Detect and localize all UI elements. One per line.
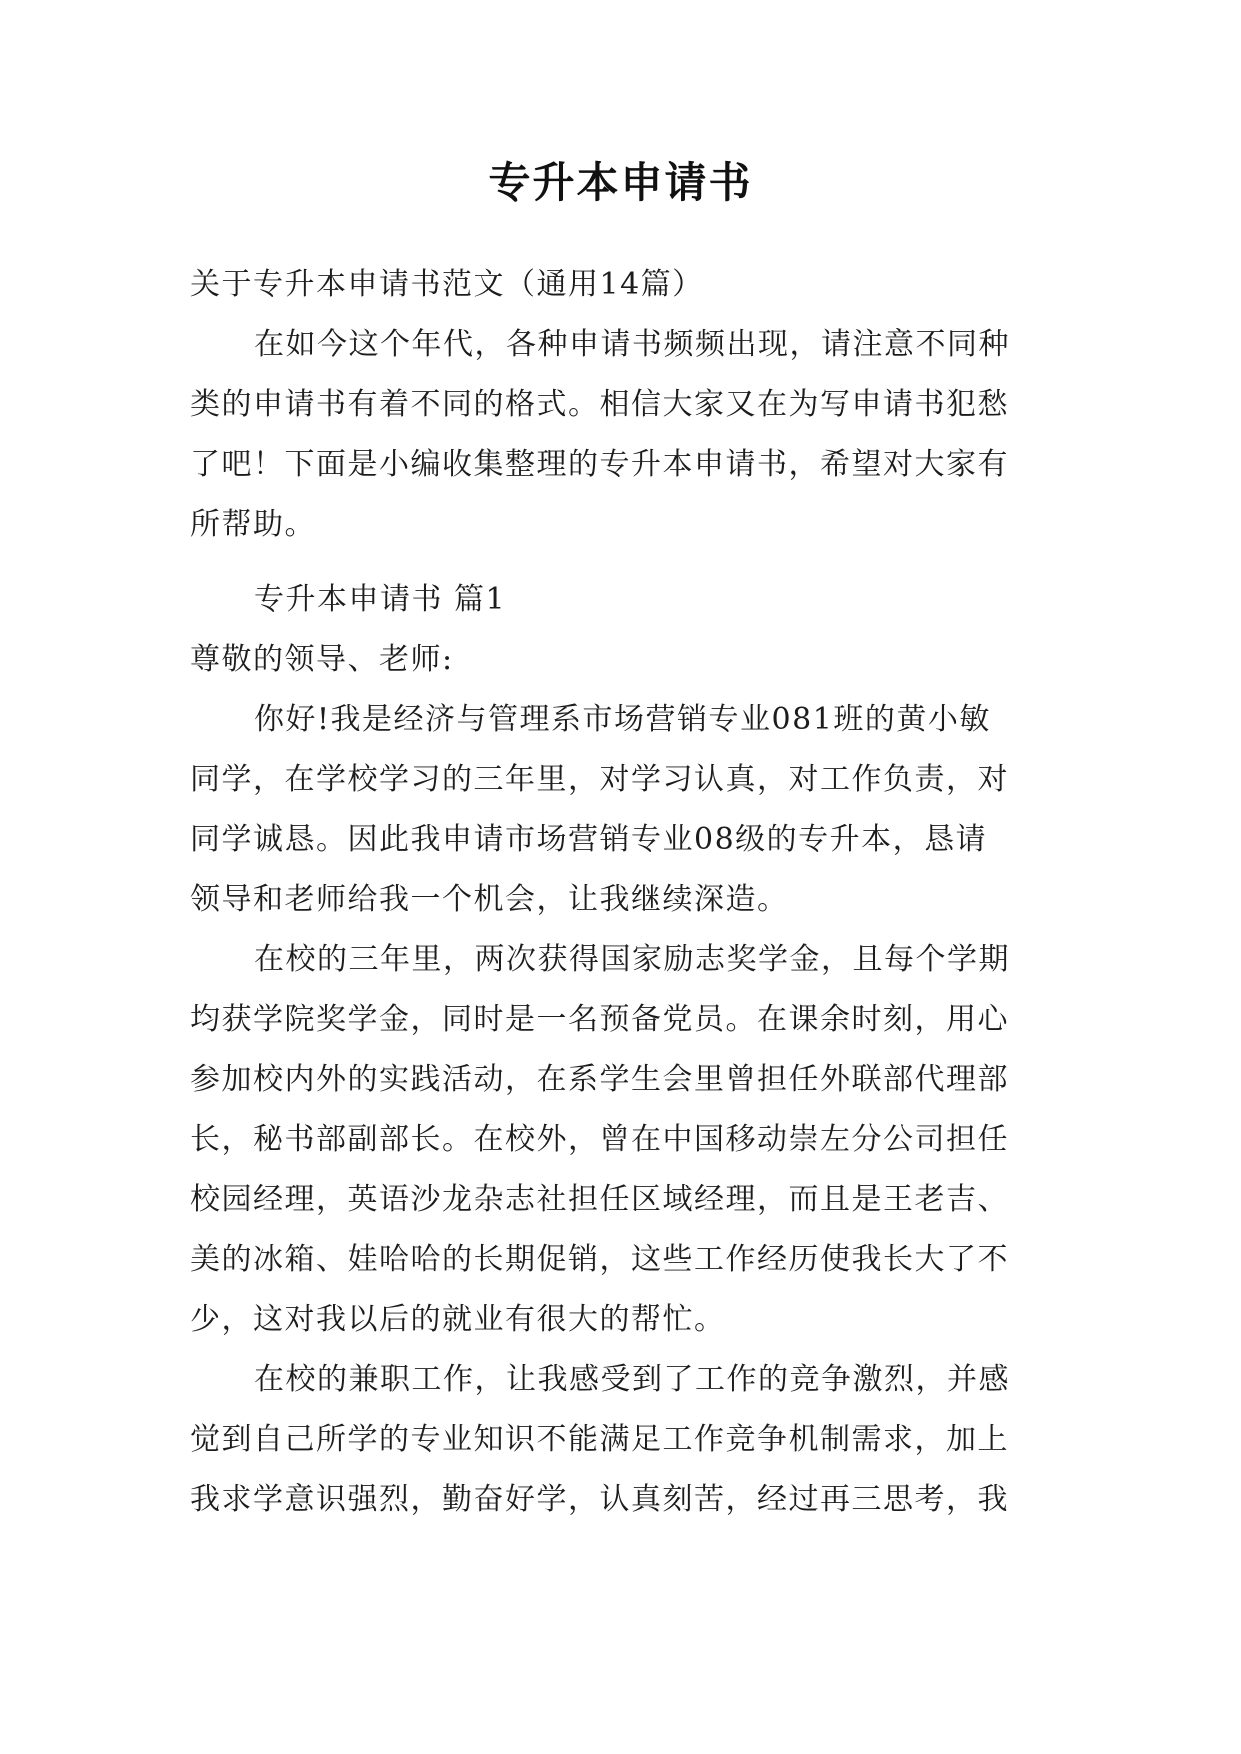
- intro-line: 在如今这个年代，各种申请书频频出现，请注意不同种: [254, 327, 1010, 362]
- intro-line: 所帮助。: [190, 507, 316, 542]
- paragraph-line: 美的冰箱、娃哈哈的长期促销，这些工作经历使我长大了不: [190, 1242, 1009, 1277]
- intro-line: 类的申请书有着不同的格式。相信大家又在为写申请书犯愁: [190, 387, 1009, 422]
- intro-line: 了吧！下面是小编收集整理的专升本申请书，希望对大家有: [190, 447, 1009, 482]
- paragraph-line: 参加校内外的实践活动，在系学生会里曾担任外联部代理部: [190, 1062, 1009, 1097]
- paragraph-line: 校园经理，英语沙龙杂志社担任区域经理，而且是王老吉、: [190, 1182, 1009, 1217]
- document-title: 专升本申请书: [488, 158, 753, 207]
- intro-block: [190, 255, 1050, 555]
- document-subtitle: 关于专升本申请书范文（通用14篇）: [190, 267, 704, 302]
- paragraph-line: 觉到自己所学的专业知识不能满足工作竞争机制需求，加上: [190, 1422, 1009, 1457]
- paragraph-line: 同学诚恳。因此我申请市场营销专业08级的专升本，恳请: [190, 822, 988, 857]
- paragraph-line: 长，秘书部副部长。在校外，曾在中国移动崇左分公司担任: [190, 1122, 1009, 1157]
- section-heading: 专升本申请书 篇1: [254, 582, 507, 617]
- letter-block: [190, 570, 1050, 1530]
- paragraph-line: 在校的三年里，两次获得国家励志奖学金，且每个学期: [254, 942, 1010, 977]
- paragraph-line: 同学，在学校学习的三年里，对学习认真，对工作负责，对: [190, 762, 1009, 797]
- paragraph-line: 领导和老师给我一个机会，让我继续深造。: [190, 882, 789, 917]
- paragraph-line: 你好!我是经济与管理系市场营销专业081班的黄小敏: [254, 702, 991, 737]
- paragraph-line: 在校的兼职工作，让我感受到了工作的竞争激烈，并感: [254, 1362, 1010, 1397]
- paragraph-line: 少，这对我以后的就业有很大的帮忙。: [190, 1302, 726, 1337]
- salutation: 尊敬的领导、老师:: [190, 642, 454, 677]
- paragraph-line: 我求学意识强烈，勤奋好学，认真刻苦，经过再三思考，我: [190, 1482, 1009, 1517]
- paragraph-line: 均获学院奖学金，同时是一名预备党员。在课余时刻，用心: [190, 1002, 1009, 1037]
